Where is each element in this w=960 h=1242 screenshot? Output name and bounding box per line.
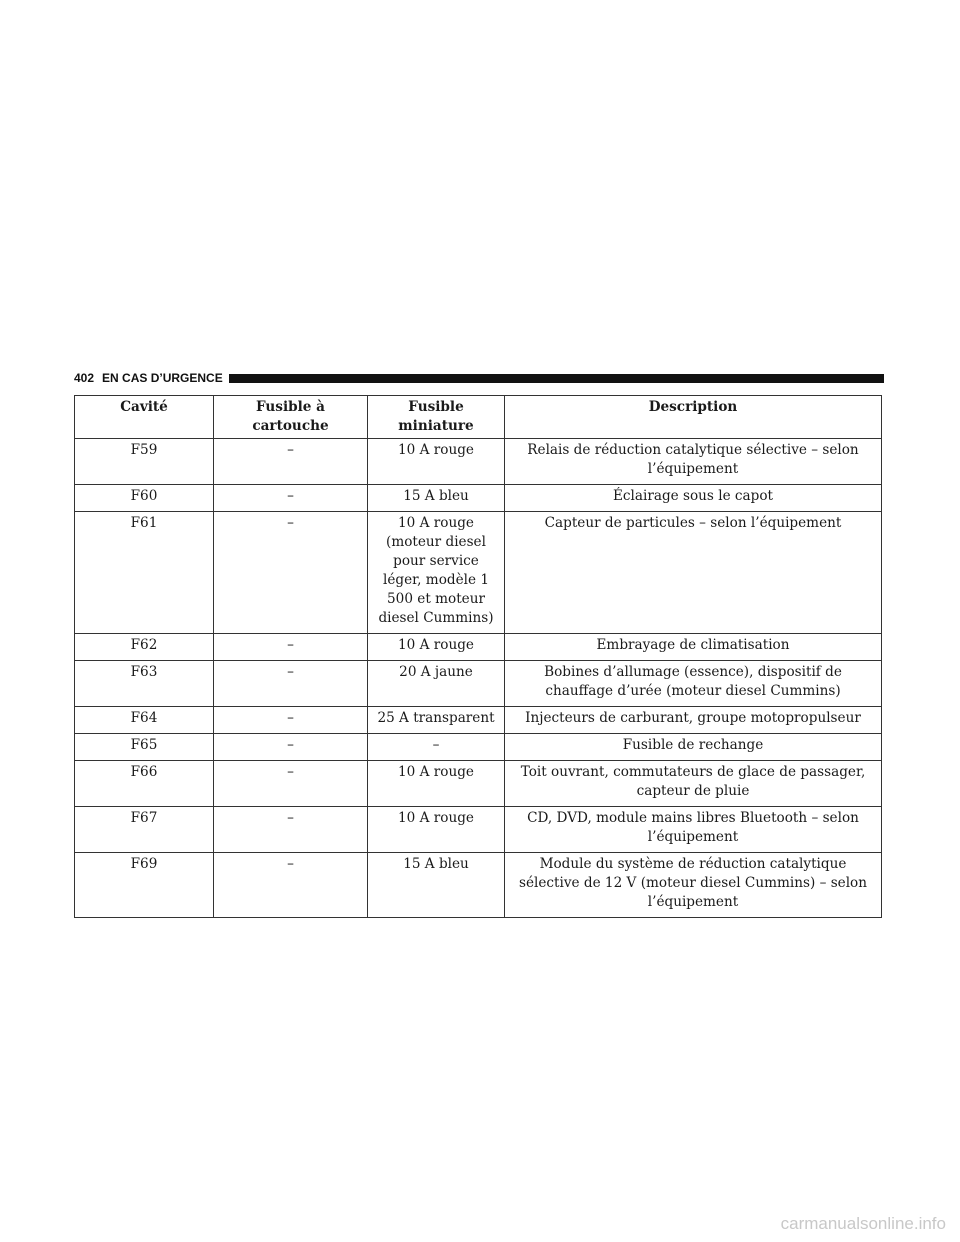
cell-mini-fuse: 15 A bleu (368, 485, 505, 512)
cell-cavity: F59 (75, 439, 214, 485)
table-row (75, 734, 882, 761)
cell-cartridge-fuse: – (214, 634, 368, 661)
cell-description: Bobines d’allumage (essence), dispositif de chauffage d’urée (moteur diesel Cummins) (505, 661, 882, 707)
cell-description: Relais de réduction catalytique sélective – selon l’équipement (505, 439, 882, 485)
cell-mini-fuse: 10 A rouge (368, 439, 505, 485)
cell-cartridge-fuse: – (214, 485, 368, 512)
cell-description: Fusible de rechange (505, 734, 882, 761)
page-header (74, 369, 884, 387)
cell-cavity: F60 (75, 485, 214, 512)
cell-mini-fuse: 25 A transparent (368, 707, 505, 734)
cell-cavity: F64 (75, 707, 214, 734)
table-row (75, 807, 882, 853)
table-header-row (75, 396, 882, 439)
cell-description: Module du système de réduction catalytique sélective de 12 V (moteur diesel Cummins) – selon l’équipement (505, 853, 882, 918)
cell-cartridge-fuse: – (214, 439, 368, 485)
header-rule (229, 374, 884, 383)
cell-mini-fuse: 10 A rouge (368, 634, 505, 661)
table-row (75, 761, 882, 807)
cell-description: CD, DVD, module mains libres Bluetooth – selon l’équipement (505, 807, 882, 853)
table-row (75, 661, 882, 707)
cell-cartridge-fuse: – (214, 761, 368, 807)
cell-cartridge-fuse: – (214, 734, 368, 761)
section-title: EN CAS D’URGENCE (102, 371, 223, 385)
cell-cavity: F69 (75, 853, 214, 918)
cell-cavity: F63 (75, 661, 214, 707)
cell-cavity: F66 (75, 761, 214, 807)
cell-description: Éclairage sous le capot (505, 485, 882, 512)
cell-mini-fuse: 10 A rouge (moteur diesel pour service léger, modèle 1 500 et moteur diesel Cummins) (368, 512, 505, 634)
column-header-description: Description (505, 396, 882, 439)
column-header-cartridge-fuse: Fusible à cartouche (214, 396, 368, 439)
cell-description: Injecteurs de carburant, groupe motopropulseur (505, 707, 882, 734)
table-row (75, 853, 882, 918)
cell-mini-fuse: 10 A rouge (368, 807, 505, 853)
table-row (75, 439, 882, 485)
table-row (75, 634, 882, 661)
cell-description: Capteur de particules – selon l’équipement (505, 512, 882, 634)
cell-cavity: F62 (75, 634, 214, 661)
cell-cartridge-fuse: – (214, 853, 368, 918)
cell-description: Embrayage de climatisation (505, 634, 882, 661)
cell-cartridge-fuse: – (214, 661, 368, 707)
cell-cartridge-fuse: – (214, 707, 368, 734)
cell-cartridge-fuse: – (214, 807, 368, 853)
page-number: 402 (74, 371, 95, 385)
cell-mini-fuse: 15 A bleu (368, 853, 505, 918)
table-row (75, 485, 882, 512)
cell-mini-fuse: 10 A rouge (368, 761, 505, 807)
fuse-table (74, 395, 882, 918)
cell-cavity: F67 (75, 807, 214, 853)
table-row (75, 512, 882, 634)
cell-cavity: F61 (75, 512, 214, 634)
footer-watermark: carmanualsonline.info (780, 1214, 946, 1233)
table-row (75, 707, 882, 734)
cell-mini-fuse: – (368, 734, 505, 761)
column-header-mini-fuse: Fusible miniature (368, 396, 505, 439)
cell-cavity: F65 (75, 734, 214, 761)
cell-cartridge-fuse: – (214, 512, 368, 634)
cell-mini-fuse: 20 A jaune (368, 661, 505, 707)
cell-description: Toit ouvrant, commutateurs de glace de passager, capteur de pluie (505, 761, 882, 807)
column-header-cavity: Cavité (75, 396, 214, 439)
